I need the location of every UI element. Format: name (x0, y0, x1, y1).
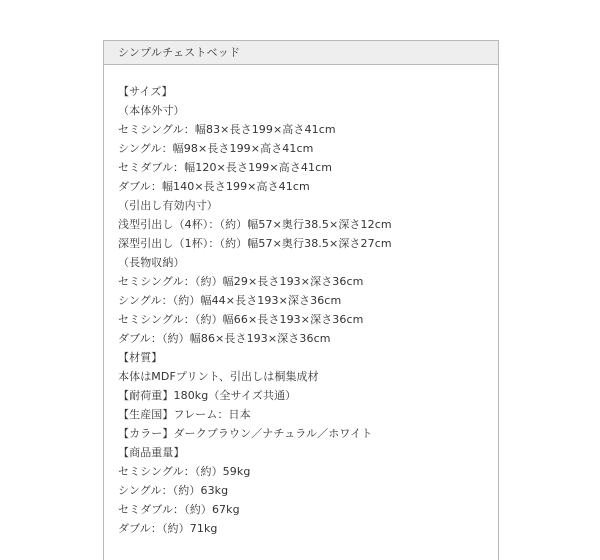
spec-line-storage-single: シングル：（約）幅44×長さ193×深さ36cm (118, 294, 342, 307)
spec-line-long-storage-heading: （長物収納） (118, 256, 185, 269)
panel-title: シンプルチェストベッド (104, 41, 498, 65)
spec-line-outer-semi-double: セミダブル：幅120×長さ199×高さ41cm (118, 161, 333, 174)
spec-list (104, 65, 498, 538)
spec-line-storage-double: ダブル：（約）幅86×長さ193×深さ36cm (118, 332, 331, 345)
spec-line-deep-drawer: 深型引出し（1杯）：（約）幅57×奥行38.5×深さ27cm (118, 237, 392, 250)
spec-line-storage-semi-single-2: セミシングル：（約）幅66×長さ193×深さ36cm (118, 313, 364, 326)
spec-line-weight-single: シングル：（約）63kg (118, 484, 229, 497)
spec-line-load-capacity: 【耐荷重】180kg（全サイズ共通） (118, 389, 297, 402)
spec-line-material-heading: 【材質】 (118, 351, 163, 364)
spec-line-outer-single: シングル：幅98×長さ199×高さ41cm (118, 142, 314, 155)
spec-line-storage-semi-single: セミシングル：（約）幅29×長さ193×深さ36cm (118, 275, 364, 288)
spec-line-colors: 【カラー】ダークブラウン／ナチュラル／ホワイト (118, 427, 373, 440)
spec-line-outer-double: ダブル：幅140×長さ199×高さ41cm (118, 180, 310, 193)
spec-line-drawer-inner-heading: （引出し有効内寸） (118, 199, 218, 212)
spec-line-weight-semi-double: セミダブル：（約）67kg (118, 503, 240, 516)
spec-line-material: 本体はMDFプリント、引出しは桐集成材 (118, 370, 319, 383)
product-spec-panel (103, 40, 499, 560)
spec-line-size-heading: 【サイズ】 (118, 85, 173, 98)
spec-line-weight-double: ダブル：（約）71kg (118, 522, 218, 535)
spec-line-country-of-origin: 【生産国】フレーム：日本 (118, 408, 251, 421)
spec-line-weight-semi-single: セミシングル：（約）59kg (118, 465, 251, 478)
spec-line-weight-heading: 【商品重量】 (118, 446, 185, 459)
spec-line-outer-dimensions-heading: （本体外寸） (118, 104, 185, 117)
spec-line-outer-semi-single: セミシングル：幅83×長さ199×高さ41cm (118, 123, 336, 136)
spec-line-shallow-drawer: 浅型引出し（4杯）：（約）幅57×奥行38.5×深さ12cm (118, 218, 392, 231)
